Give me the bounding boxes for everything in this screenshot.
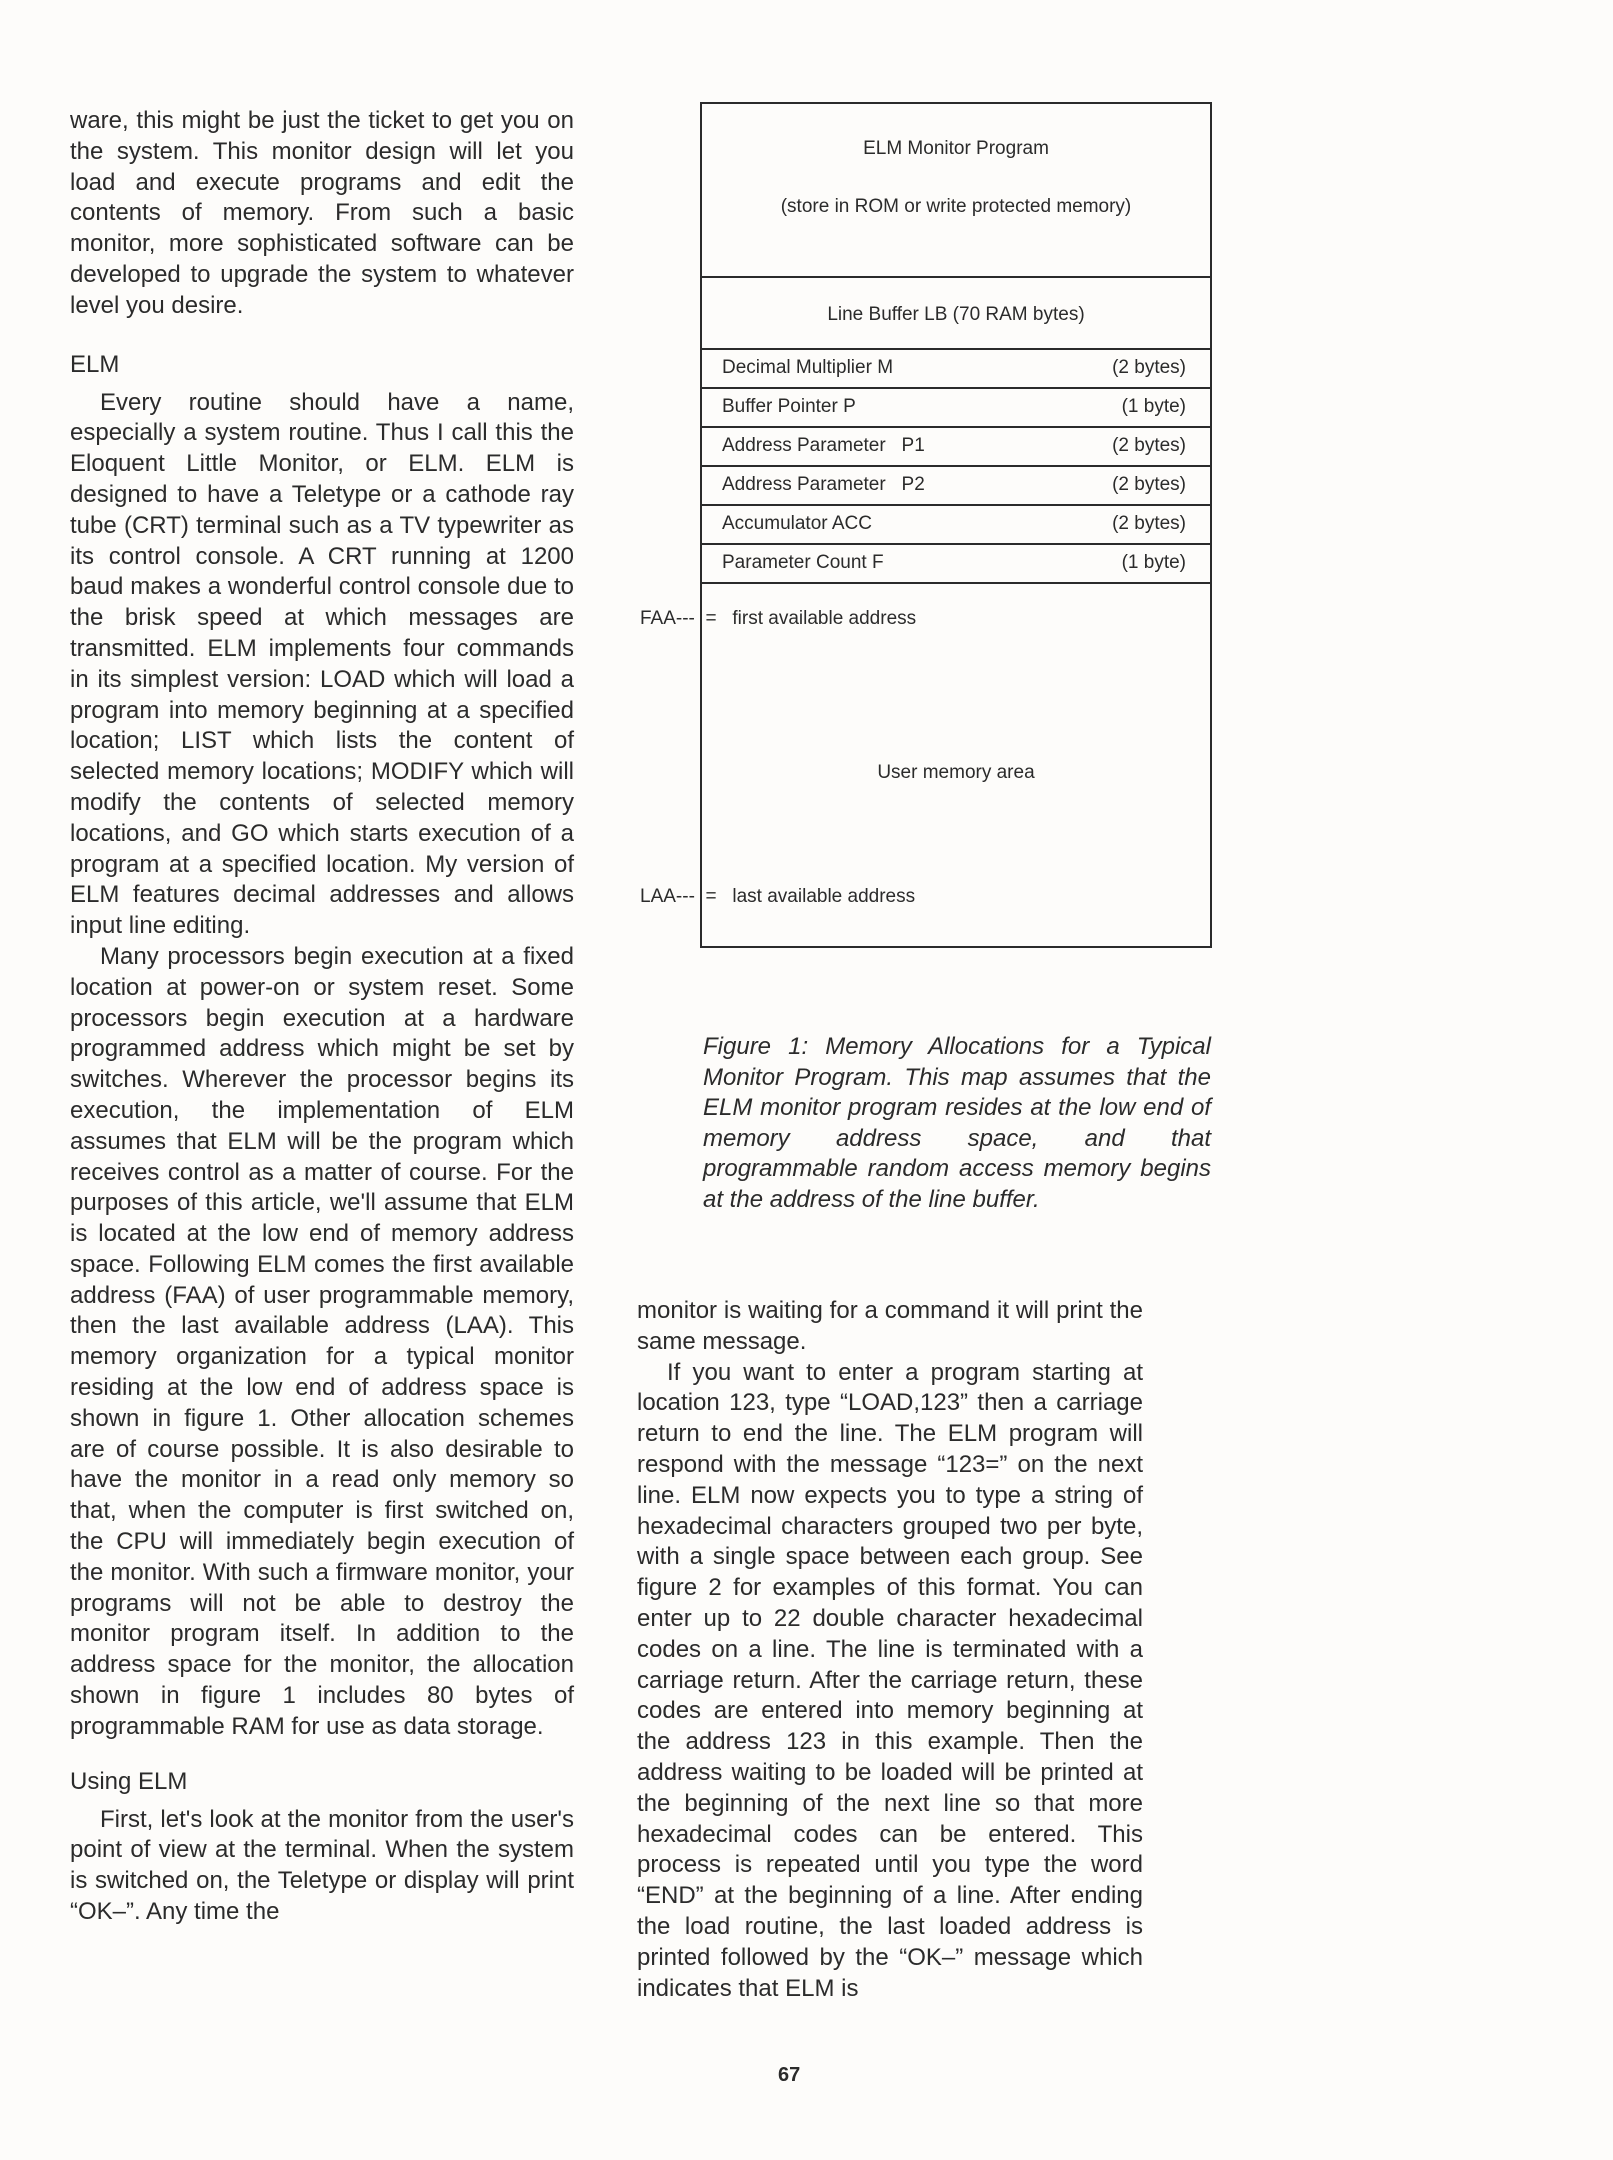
memory-row: Parameter Count F (1 byte): [702, 543, 1210, 584]
memory-row: Buffer Pointer P (1 byte): [702, 387, 1210, 428]
page-number: 67: [778, 2064, 801, 2086]
memory-row: Accumulator ACC (2 bytes): [702, 504, 1210, 545]
faa-label: FAA-: [640, 608, 683, 629]
laa-description: -- = last available address: [682, 886, 916, 907]
section-heading-elm: ELM: [70, 350, 120, 378]
memory-row: Decimal Multiplier M (2 bytes): [702, 348, 1210, 389]
rom-note: (store in ROM or write protected memory): [780, 196, 1132, 217]
section-heading-using-elm: Using ELM: [70, 1767, 188, 1795]
laa-label: LAA-: [640, 886, 683, 907]
paragraph: If you want to enter a program starting at location 123, type “LOAD,123” then a carriage return to end the line. The ELM program will respond with the message “123=” on the next line. ELM now expects you to type a string of hexadecimal characters grouped two per byte, with a single space between each group. See figure 2 for examples of this format. You can enter up to 22 double character hexadecimal codes on a line. The line is terminated with a carriage return. After the carriage return, these codes are entered into memory beginning at the address 123 in this example. Then the address waiting to be loaded will be printed at the beginning of the next line so that more hexadecimal codes can be entered. This process is repeated until you type the word “END” at the beginning of a line. After ending the load routine, the last loaded address is printed followed by the “OK–” message which indicates that ELM is: [637, 1358, 1143, 2002]
faa-marker: [640, 608, 916, 630]
paragraph: Many processors begin execution at a fixed location at power-on or system reset. Some processors begin execution at a hardware programmed address which might be set by switches. Wherever the processor begins its execution, the implementation of ELM assumes that ELM will be the program which receives control as a matter of course. For the purposes of this article, we'll assume that ELM is located at the low end of memory address space. Following ELM comes the first available address (FAA) of user programmable memory, then the last available address (LAA). This memory organization for a typical monitor residing at the low end of address space is shown in figure 1. Other allocation schemes are of course possible. It is also desirable to have the monitor in a read only memory so that, when the computer is first switched on, the CPU will immediately begin execution of the monitor. With such a firmware monitor, your programs will not be able to destroy the monitor program itself. In addition to the address space for the monitor, the allocation shown in figure 1 includes 80 bytes of programmable RAM for use as data storage.: [70, 942, 574, 1740]
memory-map-figure: [700, 102, 1212, 948]
paragraph: monitor is waiting for a command it will print the same message.: [637, 1297, 1143, 1355]
rom-region: [702, 104, 1210, 278]
right-column: [637, 1296, 1143, 2004]
paragraph: First, let's look at the monitor from the user's point of view at the terminal. When the system is switched on, the Teletype or display will print “OK–”. Any time the: [70, 1805, 574, 1926]
laa-marker: [640, 886, 915, 908]
rom-title: ELM Monitor Program: [863, 138, 1049, 159]
line-buffer-region: Line Buffer LB (70 RAM bytes): [702, 276, 1210, 350]
figure-caption: Figure 1: Memory Allocations for a Typical Monitor Program. This map assumes that the ELM monitor program resides at the low end of memory address space, and that programmable random access memory begins at the address of the line buffer.: [703, 1033, 1211, 1213]
faa-description: -- = first available address: [682, 608, 917, 629]
user-memory-area: User memory area: [877, 762, 1035, 783]
paragraph: ware, this might be just the ticket to get you on the system. This monitor design will let you load and execute programs and edit the contents of memory. From such a basic monitor, more sophisticated software can be developed to upgrade the system to whatever level you desire.: [70, 107, 574, 319]
left-column: [70, 106, 574, 1928]
memory-row: Address Parameter P2 (2 bytes): [702, 465, 1210, 506]
paragraph: Every routine should have a name, especially a system routine. Thus I call this the Eloquent Little Monitor, or ELM. ELM is designed to have a Teletype or a cathode ray tube (CRT) terminal such as a TV typewriter as its control console. A CRT running at 1200 baud makes a wonderful control console due to the brisk speed at which messages are transmitted. ELM implements four commands in its simplest version: LOAD which will load a program into memory beginning at a specified location; LIST which lists the content of selected memory locations; MODIFY which will modify the contents of selected memory locations, and GO which starts execution of a program at a specified location. My version of ELM features decimal addresses and allows input line editing.: [70, 388, 574, 940]
memory-row: Address Parameter P1 (2 bytes): [702, 426, 1210, 467]
